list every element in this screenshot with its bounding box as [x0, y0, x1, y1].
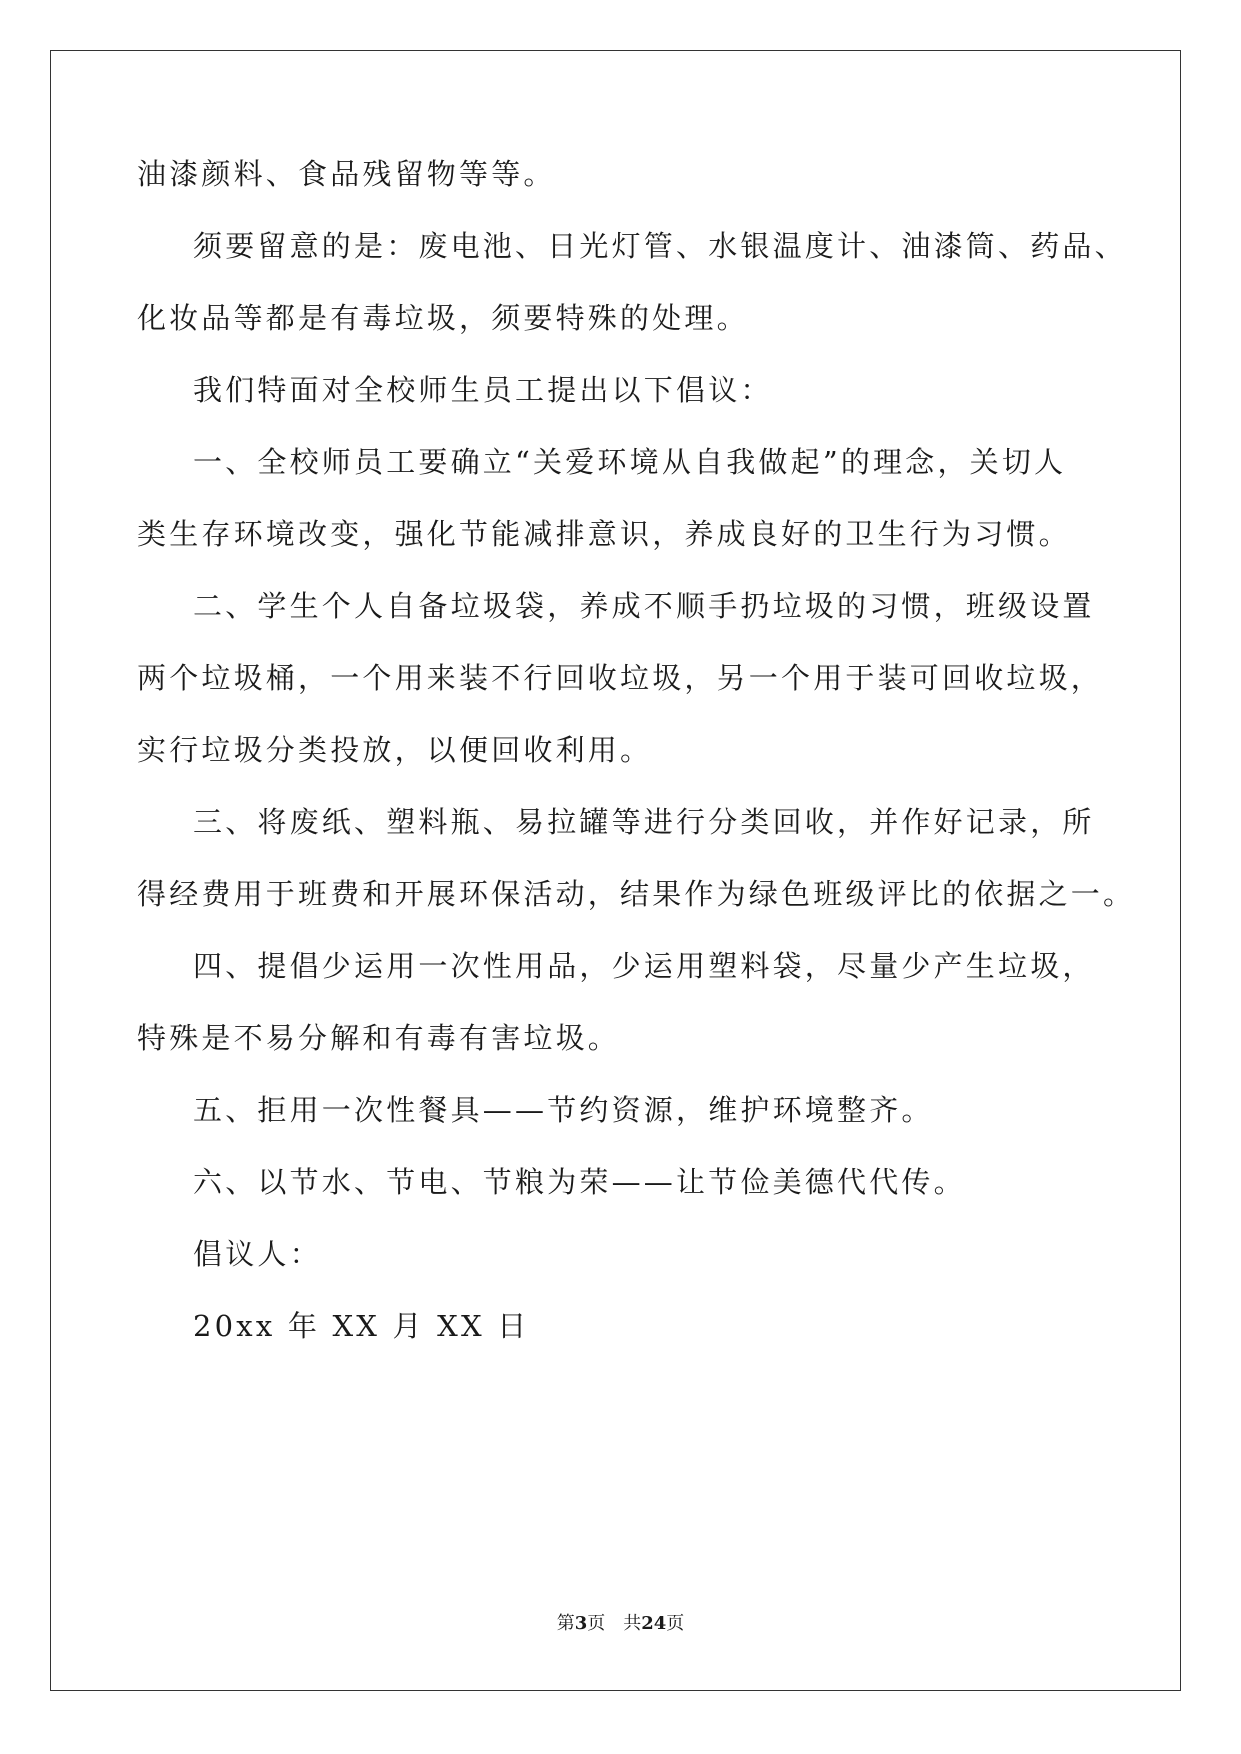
total-suffix: 页 — [666, 1613, 685, 1634]
date-line: 20xx 年 XX 月 XX 日 — [193, 1309, 530, 1343]
page-total: 24 — [641, 1613, 667, 1634]
text-line: 两个垃圾桶，一个用来装不行回收垃圾，另一个用于装可回收垃圾， — [137, 661, 1104, 695]
text-line: 须要留意的是：废电池、日光灯管、水银温度计、油漆筒、药品、 — [193, 229, 1127, 263]
page-footer — [0, 1612, 1241, 1636]
text-line: 类生存环境改变，强化节能减排意识，养成良好的卫生行为习惯。 — [137, 517, 1071, 551]
total-prefix: 共 — [623, 1613, 642, 1634]
page-current: 3 — [574, 1613, 588, 1634]
text-line: 六、以节水、节电、节粮为荣——让节俭美德代代传。 — [193, 1165, 966, 1199]
text-line: 我们特面对全校师生员工提出以下倡议： — [193, 373, 773, 407]
text-line: 得经费用于班费和开展环保活动，结果作为绿色班级评比的依据之一。 — [137, 877, 1136, 911]
text-line: 一、全校师员工要确立“关爱环境从自我做起”的理念，关切人 — [193, 445, 1067, 479]
page-suffix: 页 — [587, 1613, 606, 1634]
text-line: 二、学生个人自备垃圾袋，养成不顺手扔垃圾的习惯，班级设置 — [193, 589, 1095, 623]
text-line: 油漆颜料、食品残留物等等。 — [137, 157, 556, 191]
text-line: 三、将废纸、塑料瓶、易拉罐等进行分类回收，并作好记录，所 — [193, 805, 1095, 839]
text-line: 四、提倡少运用一次性用品，少运用塑料袋，尽量少产生垃圾， — [193, 949, 1095, 983]
page-prefix: 第 — [556, 1613, 575, 1634]
text-line: 倡议人： — [193, 1237, 322, 1271]
text-line: 化妆品等都是有毒垃圾，须要特殊的处理。 — [137, 301, 749, 335]
text-line: 实行垃圾分类投放，以便回收利用。 — [137, 733, 653, 767]
page-border — [50, 50, 1181, 1691]
text-line: 五、拒用一次性餐具——节约资源，维护环境整齐。 — [193, 1093, 934, 1127]
text-line: 特殊是不易分解和有毒有害垃圾。 — [137, 1021, 621, 1055]
